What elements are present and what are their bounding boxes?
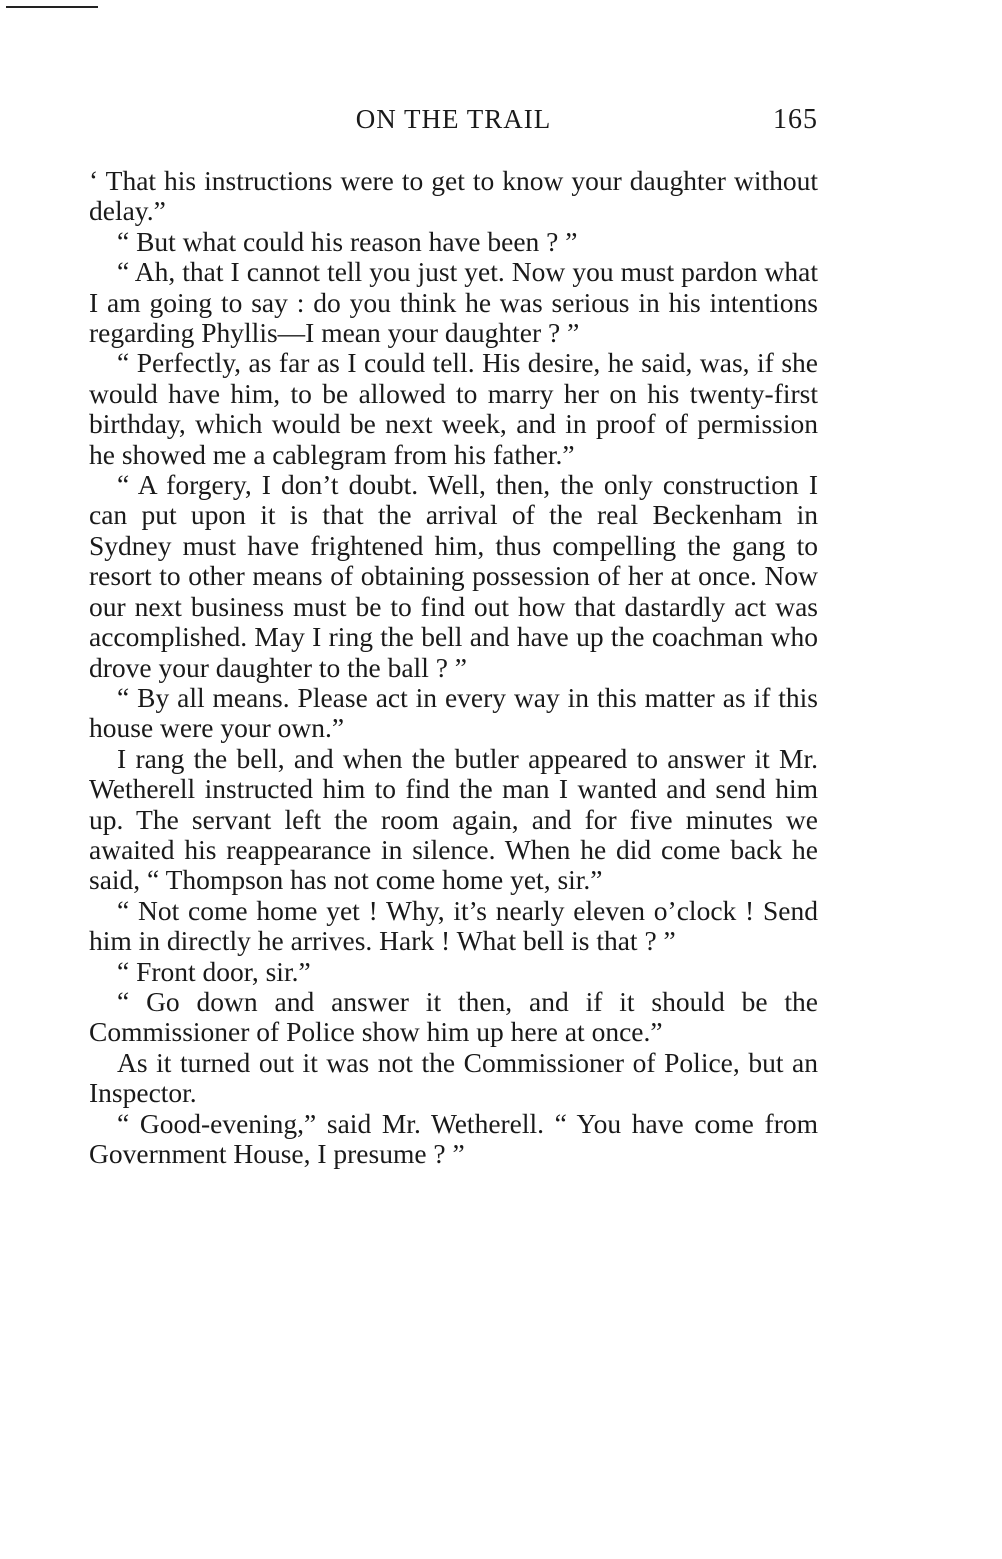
chapter-title: ON THE TRAIL — [355, 104, 552, 134]
paragraph: ‘ That his instructions were to get to know your daughter without delay.” — [89, 165, 818, 227]
paragraph: “ Good-evening,” said Mr. Wetherell. “ You have come from Government House, I presume ? ” — [89, 1107, 818, 1169]
paragraph: “ By all means. Please act in every way in this matter as if this house were your own.” — [89, 681, 818, 744]
paragraph: “ Not come home yet ! Why, it’s nearly eleven o’clock ! Send him in directly he arrives. Hark ! What bell is that ? ” — [89, 894, 818, 957]
book-page — [89, 100, 818, 1169]
paragraph: “ Go down and answer it then, and if it should be the Commissioner of Police show him up here at once.” — [89, 985, 818, 1048]
paragraph: “ Front door, sir.” — [117, 955, 311, 987]
body-text — [89, 166, 818, 1169]
paragraph: “ A forgery, I don’t doubt. Well, then, the only construction I can put upon it is that the arrival of the real Beckenham in Sydney must have frightened him, thus compelling the gang to resort to other means of obtaining possession of her at once. Now our next business must be to find out how that dastardly act was accomplished. May I ring the bell and have up the coachman who drove your daughter to the ball ? ” — [89, 469, 818, 683]
running-head — [89, 100, 818, 140]
paragraph: “ But what could his reason have been ? ” — [117, 225, 578, 257]
paragraph: I rang the bell, and when the butler appeared to answer it Mr. Wetherell instructed him to find the man I wanted and send him up. The servant left the room again, and for five minutes we awaited his reappearance in silence. When he did come back he said, “ Thompson has not come home yet, sir.” — [89, 742, 818, 896]
paragraph: “ Ah, that I cannot tell you just yet. Now you must pardon what I am going to say : do you think he was serious in his intentions regarding Phyllis—I mean your daughter ? ” — [89, 256, 818, 349]
paragraph: “ Perfectly, as far as I could tell. His desire, he said, was, if she would have him, to be allowed to marry her on his twenty-first birthday, which would be next week, and in proof of permission he showed me a cablegram from his father.” — [89, 347, 818, 470]
scan-edge-rule — [6, 6, 98, 8]
paragraph: As it turned out it was not the Commissioner of Police, but an Inspector. — [89, 1046, 818, 1109]
page-number: 165 — [773, 104, 818, 135]
